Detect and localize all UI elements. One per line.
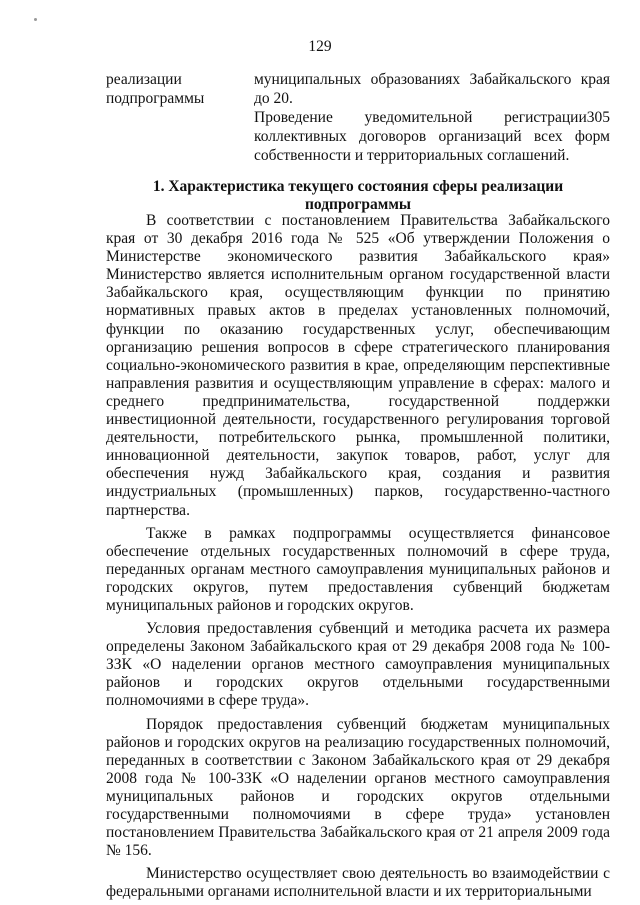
paragraph-2: Также в рамках подпрограммы осуществляется финансовое обеспечение отдельных государственных полномочий в сфере труда, переданных органам местного самоуправления муниципальных районов и городских округов, путем предоставления субвенций бюджетам муниципальных районов и городских округов.	[106, 524, 610, 614]
table-right-line-1: муниципальных образованиях Забайкальского края до 20.	[254, 71, 610, 107]
scan-mark	[34, 18, 37, 21]
body-text	[106, 212, 610, 901]
paragraph-5: Министерство осуществляет свою деятельность во взаимодействии с федеральными органами исполнительной власти и их территориальными	[106, 865, 610, 901]
table-right-cell	[254, 70, 610, 165]
paragraph-1: В соответствии с постановлением Правительства Забайкальского края от 30 декабря 2016 года № 525 «Об утверждении Положения о Министерстве экономического развития Забайкальского края» Министерство является исполнительным органом государственной власти Забайкальского края, осуществляющим функции по принятию нормативных правых актов в пределах установленных полномочий, функции по оказанию государственных услуг, обеспечивающим организацию решения вопросов в сфере стратегического планирования социально-экономического развития в крае, определяющим перспективные направления развития и осуществляющим управление в сферах: малого и среднего предпринимательства, государственной поддержки инвестиционной деятельности, государственного регулирования торговой деятельности, потребительского рынка, промышленной политики, инновационной деятельности, закупок товаров, работ, услуг для обеспечения нужд Забайкальского края, создания и развития индустриальных (промышленных) парков, государственно-частного партнерства.	[106, 212, 610, 519]
paragraph-4: Порядок предоставления субвенций бюджетам муниципальных районов и городских округов на реализацию государственных полномочий, переданных в соответствии с Законом Забайкальского края от 29 декабря 2008 года № 100-ЗЗК «О наделении органов местного самоуправления муниципальных районов и городских округов отдельными государственными полномочиями в сфере труда» установлен постановлением Правительства Забайкальского края от 21 апреля 2009 года № 156.	[106, 715, 610, 860]
paragraph-3: Условия предоставления субвенций и методика расчета их размера определены Законом Забайкальского края от 29 декабря 2008 года № 100-ЗЗК «О наделении органов местного самоуправления муниципальных районов и городских округов отдельными государственными полномочиями в сфере труда».	[106, 620, 610, 710]
section-heading: 1. Характеристика текущего состояния сферы реализации подпрограммы	[152, 178, 564, 213]
page-number: 129	[308, 38, 332, 55]
table-left-cell: реализации подпрограммы	[106, 71, 205, 107]
table-right-line-2: Проведение уведомительной регистрации305 коллективных договоров организаций всех форм собственности и территориальных соглашений.	[254, 109, 610, 164]
